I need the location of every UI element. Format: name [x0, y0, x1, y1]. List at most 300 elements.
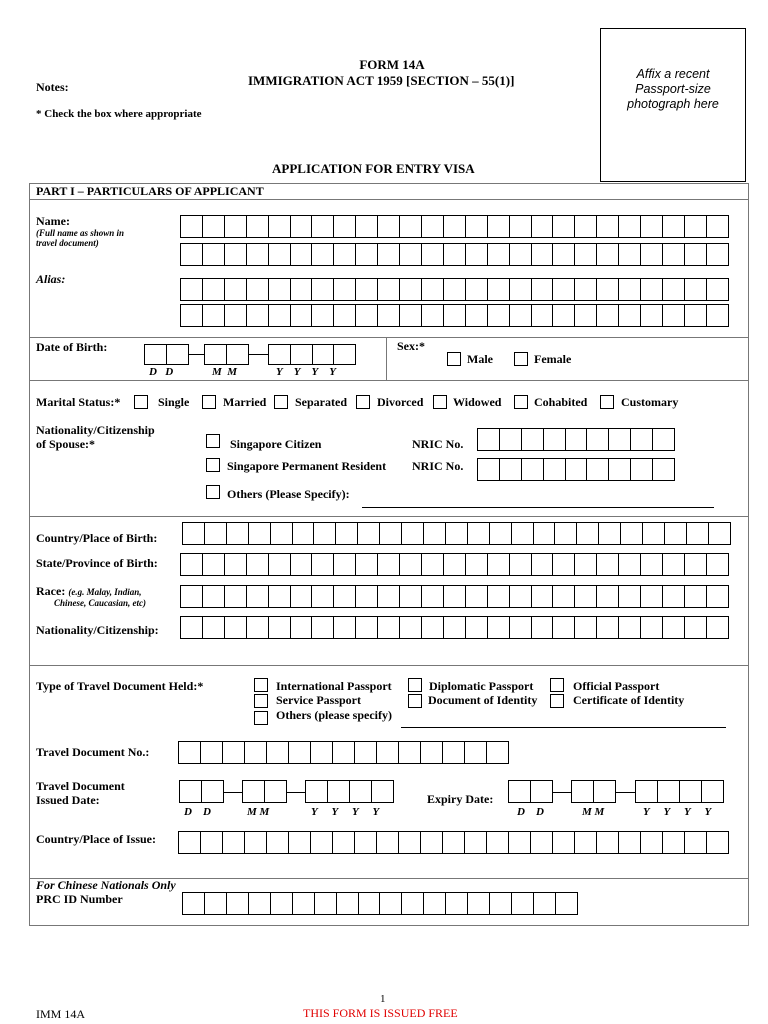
char-box[interactable] [423, 522, 446, 545]
char-box[interactable] [268, 304, 291, 327]
char-box[interactable] [182, 892, 205, 915]
char-box[interactable] [509, 553, 532, 576]
char-box[interactable] [662, 243, 685, 266]
char-box[interactable] [311, 553, 334, 576]
char-box[interactable] [202, 215, 225, 238]
char-box[interactable] [244, 741, 267, 764]
char-box[interactable] [574, 278, 597, 301]
char-box[interactable] [226, 892, 249, 915]
char-box[interactable] [333, 243, 356, 266]
char-box[interactable] [465, 553, 488, 576]
char-box[interactable] [543, 428, 566, 451]
char-box[interactable] [333, 215, 356, 238]
char-box[interactable] [310, 831, 333, 854]
char-box[interactable] [290, 304, 313, 327]
char-box[interactable] [464, 741, 487, 764]
spouse-others-checkbox[interactable] [206, 485, 220, 499]
char-box[interactable] [618, 831, 641, 854]
char-box[interactable] [521, 458, 544, 481]
char-box[interactable] [224, 304, 247, 327]
char-box[interactable] [268, 215, 291, 238]
char-box[interactable] [487, 215, 510, 238]
marital-widowed-checkbox[interactable] [433, 395, 447, 409]
char-box[interactable] [202, 304, 225, 327]
alias-boxes-line2[interactable] [180, 304, 729, 327]
dob-day-boxes[interactable] [144, 344, 189, 365]
issued-day-boxes[interactable] [179, 780, 224, 803]
char-box[interactable] [178, 831, 201, 854]
char-box[interactable] [357, 522, 380, 545]
char-box[interactable] [596, 831, 619, 854]
char-box[interactable] [664, 522, 687, 545]
spouse-citizen-checkbox[interactable] [206, 434, 220, 448]
char-box[interactable] [305, 780, 328, 803]
char-box[interactable] [421, 215, 444, 238]
char-box[interactable] [465, 304, 488, 327]
char-box[interactable] [377, 243, 400, 266]
marital-single-checkbox[interactable] [134, 395, 148, 409]
char-box[interactable] [521, 428, 544, 451]
char-box[interactable] [202, 243, 225, 266]
char-box[interactable] [421, 616, 444, 639]
char-box[interactable] [224, 585, 247, 608]
char-box[interactable] [509, 616, 532, 639]
char-box[interactable] [618, 243, 641, 266]
char-box[interactable] [349, 780, 372, 803]
char-box[interactable] [311, 278, 334, 301]
char-box[interactable] [311, 243, 334, 266]
marital-married-checkbox[interactable] [202, 395, 216, 409]
cert-identity-checkbox[interactable] [550, 694, 564, 708]
char-box[interactable] [684, 243, 707, 266]
char-box[interactable] [571, 780, 594, 803]
char-box[interactable] [246, 243, 269, 266]
char-box[interactable] [377, 304, 400, 327]
char-box[interactable] [379, 522, 402, 545]
char-box[interactable] [180, 616, 203, 639]
char-box[interactable] [487, 243, 510, 266]
char-box[interactable] [443, 304, 466, 327]
char-box[interactable] [248, 522, 271, 545]
char-box[interactable] [531, 304, 554, 327]
char-box[interactable] [684, 304, 707, 327]
char-box[interactable] [642, 522, 665, 545]
official-passport-checkbox[interactable] [550, 678, 564, 692]
char-box[interactable] [182, 522, 205, 545]
char-box[interactable] [552, 243, 575, 266]
char-box[interactable] [355, 278, 378, 301]
char-box[interactable] [311, 616, 334, 639]
char-box[interactable] [200, 741, 223, 764]
char-box[interactable] [270, 522, 293, 545]
char-box[interactable] [224, 553, 247, 576]
char-box[interactable] [224, 278, 247, 301]
expiry-day-boxes[interactable] [508, 780, 553, 803]
char-box[interactable] [333, 585, 356, 608]
char-box[interactable] [662, 215, 685, 238]
char-box[interactable] [477, 458, 500, 481]
char-box[interactable] [355, 304, 378, 327]
char-box[interactable] [608, 428, 631, 451]
char-box[interactable] [355, 243, 378, 266]
char-box[interactable] [327, 780, 350, 803]
char-box[interactable] [180, 215, 203, 238]
char-box[interactable] [311, 215, 334, 238]
char-box[interactable] [246, 304, 269, 327]
char-box[interactable] [202, 616, 225, 639]
spouse-others-line[interactable] [362, 507, 714, 508]
sex-female-checkbox[interactable] [514, 352, 528, 366]
char-box[interactable] [224, 616, 247, 639]
char-box[interactable] [290, 616, 313, 639]
dob-month-boxes[interactable] [204, 344, 249, 365]
char-box[interactable] [358, 892, 381, 915]
char-box[interactable] [222, 831, 245, 854]
char-box[interactable] [586, 428, 609, 451]
char-box[interactable] [662, 304, 685, 327]
char-box[interactable] [652, 428, 675, 451]
char-box[interactable] [398, 831, 421, 854]
char-box[interactable] [552, 215, 575, 238]
char-box[interactable] [499, 458, 522, 481]
char-box[interactable] [180, 304, 203, 327]
dob-year-boxes[interactable] [268, 344, 356, 365]
char-box[interactable] [565, 458, 588, 481]
char-box[interactable] [398, 741, 421, 764]
others-doc-checkbox[interactable] [254, 711, 268, 725]
spouse-citizen-nric-boxes[interactable] [477, 428, 675, 451]
char-box[interactable] [335, 522, 358, 545]
char-box[interactable] [662, 616, 685, 639]
char-box[interactable] [332, 741, 355, 764]
char-box[interactable] [202, 278, 225, 301]
char-box[interactable] [313, 522, 336, 545]
char-box[interactable] [399, 215, 422, 238]
char-box[interactable] [180, 553, 203, 576]
char-box[interactable] [201, 780, 224, 803]
char-box[interactable] [706, 616, 729, 639]
char-box[interactable] [179, 780, 202, 803]
char-box[interactable] [246, 215, 269, 238]
issued-year-boxes[interactable] [305, 780, 394, 803]
char-box[interactable] [533, 892, 556, 915]
char-box[interactable] [706, 304, 729, 327]
char-box[interactable] [684, 553, 707, 576]
char-box[interactable] [487, 278, 510, 301]
char-box[interactable] [442, 741, 465, 764]
char-box[interactable] [543, 458, 566, 481]
char-box[interactable] [379, 892, 402, 915]
sex-male-checkbox[interactable] [447, 352, 461, 366]
char-box[interactable] [596, 304, 619, 327]
char-box[interactable] [684, 831, 707, 854]
char-box[interactable] [244, 831, 267, 854]
char-box[interactable] [166, 344, 189, 365]
char-box[interactable] [596, 553, 619, 576]
char-box[interactable] [686, 522, 709, 545]
char-box[interactable] [531, 278, 554, 301]
char-box[interactable] [270, 892, 293, 915]
char-box[interactable] [509, 215, 532, 238]
char-box[interactable] [376, 741, 399, 764]
char-box[interactable] [489, 892, 512, 915]
spouse-pr-checkbox[interactable] [206, 458, 220, 472]
char-box[interactable] [531, 553, 554, 576]
char-box[interactable] [598, 522, 621, 545]
char-box[interactable] [333, 616, 356, 639]
char-box[interactable] [489, 522, 512, 545]
char-box[interactable] [706, 243, 729, 266]
char-box[interactable] [445, 522, 468, 545]
char-box[interactable] [662, 553, 685, 576]
char-box[interactable] [377, 215, 400, 238]
char-box[interactable] [292, 892, 315, 915]
char-box[interactable] [657, 780, 680, 803]
char-box[interactable] [332, 831, 355, 854]
nationality-boxes[interactable] [180, 616, 729, 639]
name-boxes-line2[interactable] [180, 243, 729, 266]
char-box[interactable] [248, 892, 271, 915]
char-box[interactable] [423, 892, 446, 915]
char-box[interactable] [268, 616, 291, 639]
char-box[interactable] [242, 780, 265, 803]
char-box[interactable] [421, 553, 444, 576]
char-box[interactable] [640, 831, 663, 854]
char-box[interactable] [509, 243, 532, 266]
char-box[interactable] [399, 585, 422, 608]
photo-box[interactable] [600, 28, 746, 182]
char-box[interactable] [292, 522, 315, 545]
char-box[interactable] [554, 522, 577, 545]
char-box[interactable] [333, 278, 356, 301]
char-box[interactable] [467, 522, 490, 545]
char-box[interactable] [465, 278, 488, 301]
char-box[interactable] [576, 522, 599, 545]
diplomatic-passport-checkbox[interactable] [408, 678, 422, 692]
char-box[interactable] [178, 741, 201, 764]
char-box[interactable] [288, 831, 311, 854]
expiry-year-boxes[interactable] [635, 780, 724, 803]
char-box[interactable] [596, 243, 619, 266]
char-box[interactable] [421, 278, 444, 301]
char-box[interactable] [268, 344, 291, 365]
char-box[interactable] [290, 344, 313, 365]
char-box[interactable] [640, 616, 663, 639]
char-box[interactable] [200, 831, 223, 854]
char-box[interactable] [202, 553, 225, 576]
char-box[interactable] [180, 585, 203, 608]
char-box[interactable] [333, 344, 356, 365]
char-box[interactable] [336, 892, 359, 915]
char-box[interactable] [442, 831, 465, 854]
char-box[interactable] [706, 215, 729, 238]
char-box[interactable] [401, 892, 424, 915]
char-box[interactable] [445, 892, 468, 915]
char-box[interactable] [311, 304, 334, 327]
char-box[interactable] [268, 585, 291, 608]
char-box[interactable] [531, 215, 554, 238]
char-box[interactable] [618, 278, 641, 301]
char-box[interactable] [509, 304, 532, 327]
char-box[interactable] [399, 553, 422, 576]
doc-identity-checkbox[interactable] [408, 694, 422, 708]
char-box[interactable] [421, 304, 444, 327]
char-box[interactable] [465, 616, 488, 639]
char-box[interactable] [224, 243, 247, 266]
char-box[interactable] [552, 278, 575, 301]
issued-month-boxes[interactable] [242, 780, 287, 803]
char-box[interactable] [420, 741, 443, 764]
char-box[interactable] [586, 458, 609, 481]
char-box[interactable] [421, 243, 444, 266]
char-box[interactable] [465, 243, 488, 266]
char-box[interactable] [180, 243, 203, 266]
char-box[interactable] [355, 585, 378, 608]
char-box[interactable] [640, 215, 663, 238]
char-box[interactable] [311, 585, 334, 608]
intl-passport-checkbox[interactable] [254, 678, 268, 692]
char-box[interactable] [288, 741, 311, 764]
char-box[interactable] [487, 304, 510, 327]
service-passport-checkbox[interactable] [254, 694, 268, 708]
char-box[interactable] [355, 616, 378, 639]
char-box[interactable] [377, 616, 400, 639]
char-box[interactable] [640, 278, 663, 301]
char-box[interactable] [204, 892, 227, 915]
char-box[interactable] [266, 741, 289, 764]
char-box[interactable] [399, 304, 422, 327]
char-box[interactable] [486, 831, 509, 854]
char-box[interactable] [706, 278, 729, 301]
char-box[interactable] [511, 892, 534, 915]
marital-separated-checkbox[interactable] [274, 395, 288, 409]
char-box[interactable] [574, 215, 597, 238]
others-doc-line[interactable] [401, 727, 726, 728]
char-box[interactable] [486, 741, 509, 764]
char-box[interactable] [377, 278, 400, 301]
char-box[interactable] [477, 428, 500, 451]
char-box[interactable] [377, 553, 400, 576]
char-box[interactable] [226, 522, 249, 545]
expiry-month-boxes[interactable] [571, 780, 616, 803]
travel-doc-no-boxes[interactable] [178, 741, 509, 764]
char-box[interactable] [596, 616, 619, 639]
char-box[interactable] [684, 215, 707, 238]
char-box[interactable] [264, 780, 287, 803]
char-box[interactable] [509, 278, 532, 301]
char-box[interactable] [508, 831, 531, 854]
char-box[interactable] [222, 741, 245, 764]
marital-cohabited-checkbox[interactable] [514, 395, 528, 409]
char-box[interactable] [226, 344, 249, 365]
prc-id-boxes[interactable] [182, 892, 578, 915]
char-box[interactable] [487, 585, 510, 608]
char-box[interactable] [618, 616, 641, 639]
char-box[interactable] [290, 278, 313, 301]
char-box[interactable] [574, 616, 597, 639]
char-box[interactable] [499, 428, 522, 451]
char-box[interactable] [314, 892, 337, 915]
char-box[interactable] [511, 522, 534, 545]
char-box[interactable] [608, 458, 631, 481]
char-box[interactable] [596, 278, 619, 301]
char-box[interactable] [640, 304, 663, 327]
char-box[interactable] [662, 831, 685, 854]
char-box[interactable] [552, 304, 575, 327]
char-box[interactable] [268, 243, 291, 266]
char-box[interactable] [531, 585, 554, 608]
char-box[interactable] [552, 831, 575, 854]
char-box[interactable] [355, 553, 378, 576]
char-box[interactable] [635, 780, 658, 803]
char-box[interactable] [530, 831, 553, 854]
char-box[interactable] [312, 344, 335, 365]
char-box[interactable] [706, 831, 729, 854]
char-box[interactable] [443, 553, 466, 576]
char-box[interactable] [574, 304, 597, 327]
char-box[interactable] [574, 585, 597, 608]
char-box[interactable] [421, 585, 444, 608]
char-box[interactable] [266, 831, 289, 854]
char-box[interactable] [706, 553, 729, 576]
spouse-pr-nric-boxes[interactable] [477, 458, 675, 481]
name-boxes-line1[interactable] [180, 215, 729, 238]
char-box[interactable] [246, 585, 269, 608]
char-box[interactable] [310, 741, 333, 764]
char-box[interactable] [620, 522, 643, 545]
char-box[interactable] [246, 278, 269, 301]
char-box[interactable] [354, 831, 377, 854]
char-box[interactable] [574, 243, 597, 266]
char-box[interactable] [401, 522, 424, 545]
char-box[interactable] [565, 428, 588, 451]
char-box[interactable] [708, 522, 731, 545]
char-box[interactable] [399, 616, 422, 639]
char-box[interactable] [640, 553, 663, 576]
char-box[interactable] [509, 585, 532, 608]
char-box[interactable] [420, 831, 443, 854]
char-box[interactable] [268, 278, 291, 301]
char-box[interactable] [355, 215, 378, 238]
char-box[interactable] [684, 278, 707, 301]
char-box[interactable] [224, 215, 247, 238]
char-box[interactable] [204, 344, 227, 365]
char-box[interactable] [487, 616, 510, 639]
char-box[interactable] [443, 616, 466, 639]
char-box[interactable] [630, 458, 653, 481]
char-box[interactable] [630, 428, 653, 451]
char-box[interactable] [376, 831, 399, 854]
char-box[interactable] [508, 780, 531, 803]
char-box[interactable] [531, 616, 554, 639]
char-box[interactable] [246, 616, 269, 639]
marital-divorced-checkbox[interactable] [356, 395, 370, 409]
char-box[interactable] [555, 892, 578, 915]
char-box[interactable] [465, 215, 488, 238]
alias-boxes-line1[interactable] [180, 278, 729, 301]
char-box[interactable] [618, 215, 641, 238]
char-box[interactable] [531, 243, 554, 266]
char-box[interactable] [530, 780, 553, 803]
char-box[interactable] [618, 304, 641, 327]
char-box[interactable] [443, 243, 466, 266]
char-box[interactable] [684, 585, 707, 608]
char-box[interactable] [333, 553, 356, 576]
char-box[interactable] [618, 585, 641, 608]
char-box[interactable] [464, 831, 487, 854]
char-box[interactable] [268, 553, 291, 576]
char-box[interactable] [640, 243, 663, 266]
